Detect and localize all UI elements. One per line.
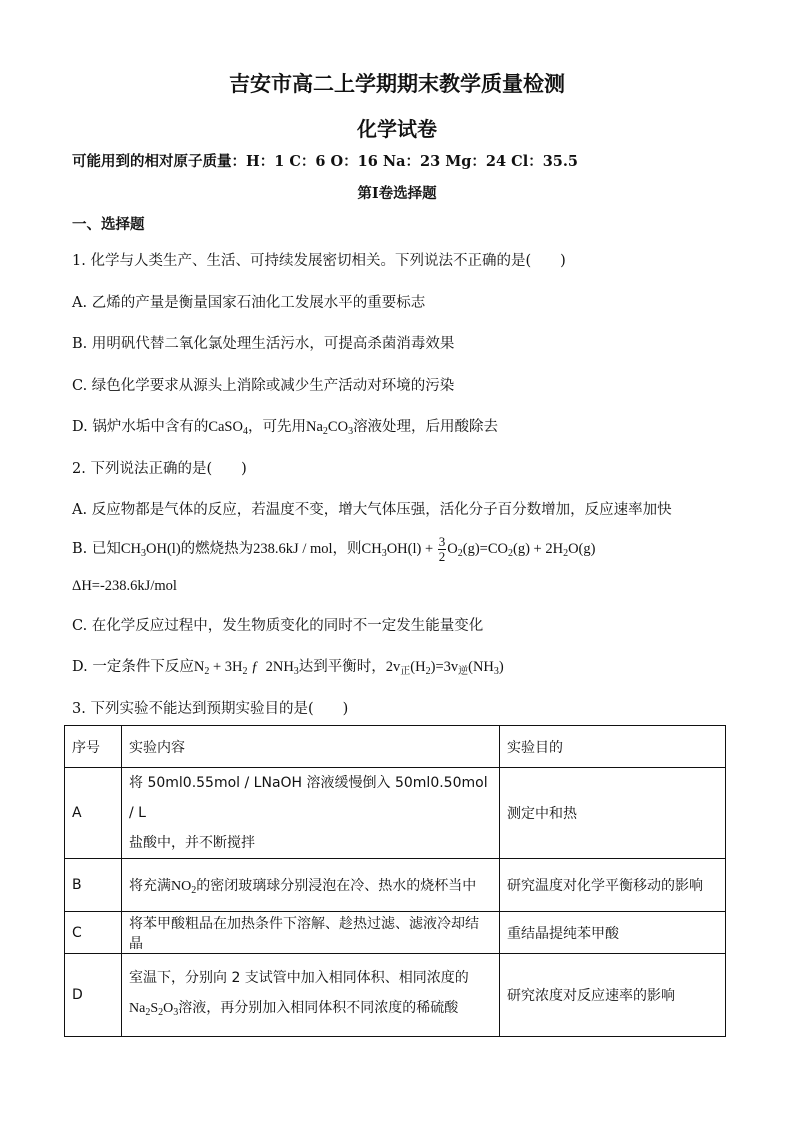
- q2-option-b: [72, 535, 595, 564]
- section-heading: 一、选择题: [72, 216, 145, 233]
- row-content-text: 将充满: [129, 877, 171, 894]
- enthalpy-value: ΔH=-238.6kJ/mol: [72, 578, 177, 594]
- row-purpose: 测定中和热: [500, 768, 726, 859]
- row-content: [122, 859, 500, 912]
- exam-title: 吉安市高二上学期期末教学质量检测: [229, 71, 565, 96]
- q1-option-c: C. 绿色化学要求从源头上消除或减少生产活动对环境的污染: [72, 378, 455, 394]
- row-content-line: 将 50ml0.55mol / LNaOH 溶液缓慢倒入 50ml0.50mol / L: [129, 775, 488, 821]
- q1-d-text-2: ，可先用: [247, 419, 306, 435]
- row-content-text: 溶液，再分别加入相同体积不同浓度的稀硫酸: [178, 999, 459, 1016]
- q1-option-b: B. 用明矾代替二氧化氯处理生活污水，可提高杀菌消毒效果: [72, 336, 455, 352]
- row-content-line: 盐酸中，并不断搅拌: [129, 835, 255, 851]
- combustion-equation: $CH_3OH(l)$ + $\frac{3}{2}$ $O_2(g)=CO_2(g) + 2H_2O(g)$: [361, 534, 596, 564]
- table-header-row: [65, 726, 726, 768]
- caso4-formula: CaSO$_4$: [208, 419, 248, 437]
- q2-b-text-2: 的燃烧热为: [180, 540, 254, 557]
- row-content: 将苯甲酸粗品在加热条件下溶解、趁热过滤、滤液冷却结晶: [122, 912, 500, 954]
- exam-subtitle: 化学试卷: [357, 117, 437, 141]
- q2-option-d: [72, 655, 504, 677]
- q1-option-d: [72, 415, 498, 437]
- q2-b-text-3: ，则: [332, 540, 362, 557]
- na2s2o3-formula: $Na_2S_2O_3$: [129, 1000, 179, 1018]
- row-content-text: 的密闭玻璃球分别浸泡在冷、热水的烧杯当中: [196, 877, 477, 894]
- ammonia-equilibrium-equation: $N_2 + 3H_2$ ƒ $2NH_3$: [193, 659, 299, 677]
- table-row: [65, 954, 726, 1037]
- q1-option-a: A. 乙烯的产量是衡量国家石油化工发展水平的重要标志: [72, 295, 426, 311]
- header-cell-content: 实验内容: [122, 726, 500, 768]
- header-cell-purpose: 实验目的: [500, 726, 726, 768]
- table-row: [65, 859, 726, 912]
- na2co3-formula: $Na_2CO_3$: [305, 419, 354, 437]
- q2-b-text-1: B. 已知: [72, 540, 121, 557]
- row-purpose: 重结晶提纯苯甲酸: [500, 912, 726, 954]
- q1-stem: 1. 化学与人类生产、生活、可持续发展密切相关。下列说法不正确的是( ): [72, 253, 566, 269]
- row-purpose: 研究浓度对反应速率的影响: [500, 954, 726, 1037]
- rate-relation-formula: $2v_正(H_2)=3v_逆(NH_3)$: [385, 659, 504, 677]
- q2-option-a: A. 反应物都是气体的反应，若温度不变，增大气体压强，活化分子百分数增加，反应速率加快: [72, 502, 672, 518]
- three-halves-fraction: $\frac{3}{2}$: [438, 534, 446, 564]
- row-content-line: [129, 993, 492, 1028]
- row-id: D: [65, 954, 122, 1037]
- header-cell-id: 序号: [65, 726, 122, 768]
- row-id: A: [65, 768, 122, 859]
- no2-formula: $NO_2$: [171, 878, 197, 896]
- row-id: C: [65, 912, 122, 954]
- row-purpose: 研究温度对化学平衡移动的影响: [500, 859, 726, 912]
- q2-option-c: C. 在化学反应过程中，发生物质变化的同时不一定发生能量变化: [72, 618, 484, 634]
- q3-stem: 3. 下列实验不能达到预期实验目的是( ): [72, 701, 349, 717]
- methanol-formula: $CH_3OH(l)$: [120, 540, 181, 559]
- q2-d-text-2: 达到平衡时，: [298, 659, 386, 675]
- q2-stem: 2. 下列说法正确的是( ): [72, 461, 247, 477]
- experiment-table: [64, 725, 726, 1037]
- q1-d-text-1: D. 锅炉水垢中含有的: [72, 419, 209, 435]
- volume-title: 第Ⅰ卷选择题: [357, 185, 437, 202]
- row-content-line: 室温下，分别向 2 支试管中加入相同体积、相同浓度的: [129, 969, 469, 986]
- row-id: B: [65, 859, 122, 912]
- combustion-heat-value: 238.6kJ / mol: [253, 540, 333, 557]
- row-content: [122, 954, 500, 1037]
- row-content: [122, 768, 500, 859]
- atomic-mass-line: 可能用到的相对原子质量：H：1 C：6 O：16 Na：23 Mg：24 Cl：35.5: [72, 153, 579, 170]
- table-row: [65, 768, 726, 859]
- q2-d-text-1: D. 一定条件下反应: [72, 659, 194, 675]
- table-row: [65, 912, 726, 954]
- q1-d-text-3: 溶液处理，后用酸除去: [353, 419, 499, 435]
